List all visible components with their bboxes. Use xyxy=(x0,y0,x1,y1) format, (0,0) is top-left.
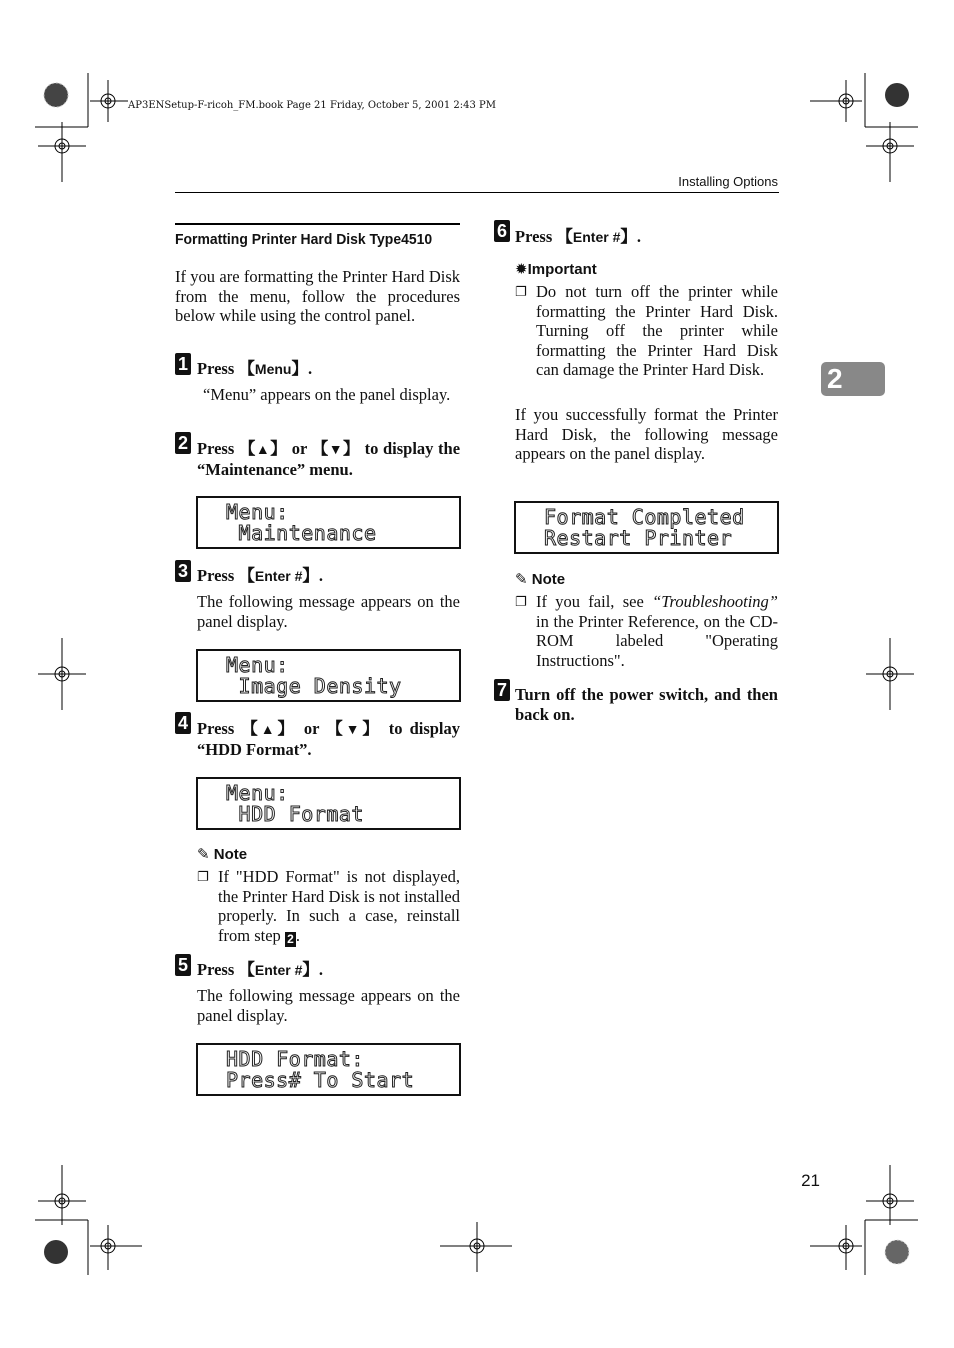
key-open: 【 xyxy=(311,439,329,458)
key-open: 【 xyxy=(238,359,255,378)
step-number: 1 xyxy=(175,353,191,375)
key-close: 】 xyxy=(270,439,288,458)
step-text: . xyxy=(636,227,641,246)
important-label: Important xyxy=(527,261,597,278)
checkbox-bullet: ❐ xyxy=(197,870,209,885)
checkbox-bullet: ❐ xyxy=(515,285,527,300)
pencil-icon: ✎ xyxy=(515,570,528,588)
chapter-tab: 2 xyxy=(821,362,885,396)
note-heading xyxy=(515,570,565,588)
step-text: Press xyxy=(515,227,557,246)
section-title: Formatting Printer Hard Disk Type4510 xyxy=(175,231,433,248)
key-close: 】 xyxy=(291,359,308,378)
up-arrow-key: ▲ xyxy=(260,721,278,737)
note-body: If you fail, see xyxy=(536,592,653,611)
page-number: 21 xyxy=(801,1171,820,1190)
important-icon: ✹ xyxy=(515,260,528,278)
section-rule xyxy=(175,223,460,225)
important-text: Do not turn off the printer while formatting the Printer Hard Disk. Turning off the printer while formatting the Printer Hard Disk can damage the Printer Hard Disk. xyxy=(536,282,778,379)
key-close: 】 xyxy=(277,719,297,738)
step-number: 5 xyxy=(175,954,191,976)
important-heading xyxy=(515,260,597,278)
step-body: “Menu” appears on the panel display. xyxy=(203,385,451,404)
lcd-line: HDD Format: xyxy=(226,1047,364,1071)
step-number: 3 xyxy=(175,560,191,582)
step-instruction xyxy=(197,439,460,479)
running-header: Installing Options xyxy=(678,174,778,189)
key-close: 】 xyxy=(620,227,637,246)
step-text: Press xyxy=(197,960,239,979)
key-open: 【 xyxy=(238,960,255,979)
step-instruction xyxy=(197,566,460,587)
step-text: . xyxy=(318,566,323,585)
step-number: 6 xyxy=(494,220,510,242)
step-reference: 2 xyxy=(285,932,296,947)
step-text: or xyxy=(287,439,312,458)
note-body: in the Printer Reference, on the CD-ROM labeled "Operating Instructions". xyxy=(536,611,778,670)
down-arrow-key: ▼ xyxy=(345,721,363,737)
lcd-line: Format Completed xyxy=(544,505,745,529)
key-close: 】 xyxy=(302,960,319,979)
step-instruction: Turn off the power switch, and then back on. xyxy=(515,685,778,724)
key-close: 】 xyxy=(343,439,361,458)
lcd-line: Restart Printer xyxy=(544,526,733,550)
key-open: 【 xyxy=(238,566,255,585)
success-paragraph: If you successfully format the Printer Hard Disk, the following message appears on the panel display. xyxy=(515,405,778,463)
intro-paragraph: If you are formatting the Printer Hard Disk from the menu, follow the procedures below while using the control panel. xyxy=(175,267,460,325)
step-text: Press xyxy=(197,359,239,378)
step-text: . xyxy=(307,359,313,378)
step-instruction xyxy=(197,719,460,759)
lcd-line: Menu: xyxy=(226,500,289,524)
step-number: 7 xyxy=(494,679,510,701)
step-text: to display “HDD Format”. xyxy=(197,719,461,759)
header-rule xyxy=(175,192,779,193)
step-body: The following message appears on the panel display. xyxy=(197,592,460,631)
lcd-line: Menu: xyxy=(226,781,289,805)
note-body: If "HDD Format" is not displayed, the Printer Hard Disk is not installed properly. In such a case, reinstall from step xyxy=(218,867,460,945)
step-text: Press xyxy=(197,439,239,458)
step-instruction xyxy=(197,359,460,380)
step-instruction xyxy=(515,227,778,248)
key-open: 【 xyxy=(241,719,261,738)
lcd-display xyxy=(196,1043,461,1096)
note-text xyxy=(536,592,778,670)
lcd-line: Image Density xyxy=(226,674,402,698)
file-info: AP3ENSetup-F-ricoh_FM.book Page 21 Friday, October 5, 2001 2:43 PM xyxy=(128,100,496,111)
up-arrow-key: ▲ xyxy=(255,441,271,457)
key-open: 【 xyxy=(238,439,256,458)
lcd-display xyxy=(514,501,779,554)
menu-key: Menu xyxy=(254,361,292,377)
lcd-display xyxy=(196,777,461,830)
enter-key: Enter # xyxy=(254,568,303,584)
step-body: The following message appears on the panel display. xyxy=(197,986,460,1025)
note-label: Note xyxy=(213,846,248,863)
enter-key: Enter # xyxy=(572,229,621,245)
step-number: 4 xyxy=(175,712,191,734)
troubleshooting-reference: “Troubleshooting” xyxy=(652,592,778,611)
step-text: or xyxy=(296,719,327,738)
step-text: Press xyxy=(197,719,242,738)
lcd-line: Press# To Start xyxy=(226,1068,415,1092)
enter-key: Enter # xyxy=(254,962,303,978)
step-number: 2 xyxy=(175,432,191,454)
lcd-display xyxy=(196,496,461,549)
lcd-line: Maintenance xyxy=(226,521,377,545)
lcd-line: Menu: xyxy=(226,653,289,677)
step-text: . xyxy=(318,960,323,979)
note-end: . xyxy=(295,925,301,945)
lcd-display xyxy=(196,649,461,702)
pencil-icon: ✎ xyxy=(197,845,210,863)
key-open: 【 xyxy=(556,227,573,246)
step-text: Press xyxy=(197,566,239,585)
key-open: 【 xyxy=(326,719,346,738)
down-arrow-key: ▼ xyxy=(328,441,344,457)
note-text xyxy=(218,867,460,947)
checkbox-bullet: ❐ xyxy=(515,595,527,610)
step-instruction xyxy=(197,960,460,981)
note-heading xyxy=(197,845,247,863)
step-text: to display the “Maintenance” menu. xyxy=(197,439,461,479)
key-close: 】 xyxy=(362,719,382,738)
lcd-line: HDD Format xyxy=(226,802,364,826)
key-close: 】 xyxy=(302,566,319,585)
note-label: Note xyxy=(531,571,566,588)
